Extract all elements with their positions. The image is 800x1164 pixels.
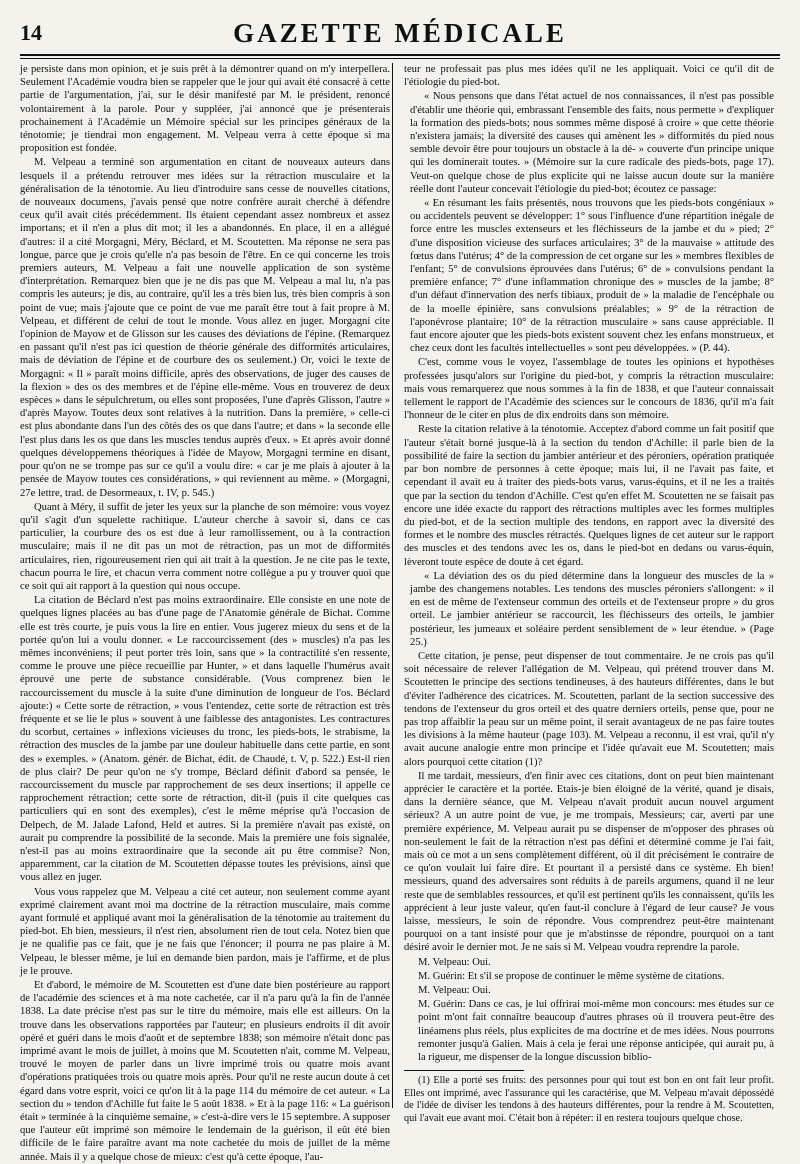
dialogue-line: M. Guérin: Dans ce cas, je lui offrirai moi-même mon concours: mes études sur ce point m'ont fait connaître beaucoup d'autres phrases où il trouvera peut-être des linéamens plus réels, plus explicites de ma doctrine et de mes idées. Nous pourrons remonter jusqu'à Galien. Mais à cela je ferai une réponse anticipée, qui aurait pu, à la rigueur, me dispenser de la longue discussion biblio- [418,999,774,1064]
paragraph: La citation de Béclard n'est pas moins extraordinaire. Elle consiste en une note de quelques lignes placées au bas d'une page de l'Anatomie générale de Bichat. Comme elle est très courte, je puis vous la lire en entier. Vous jugerez mieux du sens et de la portée qu'on lui a voulu donner. « Le raccourcissement (des » muscles) n'a pas les mêmes inconvéniens; il peut porter très loin, sans que » la contractilité s'en ressente, comme le prouve une pièce recueillie par Hunter, » et dans laquelle l'humérus avait éprouvé une perte de substance considérable. (Vous comprenez bien le raccourcissement du muscle à la suite d'une diminution de longueur de l'os. Béclard ajoute:) « Cette sorte de rétraction, » vous l'entendez, cette sorte de rétraction est très fréquente et se lie le plus » souvent à une faiblesse des antagonistes. Les contractures du scorbut, certaines » inflexions vicieuses du tronc, les pieds-bots, le strabisme, la rétraction des muscles de la jambe par une douleur habituelle dans cette partie, en sont des » exemples. » (Anatom. génér. de Bichat, édit. de Chaudé, t. V, p. 522.) Est-il rien de plus clair? De peur qu'on ne s'y trompe, Béclard définit d'abord sa pensée, le raccourcissement du muscle par rapprochement de ses deux insertions; il appelle ce rapprochement rétraction; cette sorte de rétraction, dit-il (puis il cite quelques cas particuliers qui en sont des exemples), c'est le même méprise qu'à l'occasion de Delpech, de M. Jalade Lafond, Held et autres. Si la première n'avait pas existé, on aurait pu comprendre la possibilité de la seconde. Mais la première une fois signalée, n'est-il pas au moins extraordinaire que la seconde ait pu être commise? Non, apparemment, car la citation de M. Scoutetten dépasse toutes les prévisions, ainsi que vous allez en juger. [20,595,390,884]
dialogue-line: M. Velpeau: Oui. [418,985,491,997]
paragraph: M. Velpeau a terminé son argumentation en citant de nouveaux auteurs dans lesquels il a prétendu retrouver mes idées sur la rétraction musculaire et la généralisation de la ténotomie. Au lieu d'introduire sans cesse de nouvelles citations, de nouveaux documens, j'avais pensé que notre confrère aurait cherché à défendre ceux qu'il avait cités précédemment. Ils étaient cependant assez nombreux et assez importans; et il n'en a plus dit mot; il les a abandonnés. En place, il en a allégué d'autres: il a cité Morgagni, Méry, Béclard, et M. Scoutetten. Ma réponse ne sera pas longue, parce que je crois qu'elle n'a pas besoin de l'être. En ce qui concerne les trois premiers auteurs, M. Velpeau a fait une nouvelle application de son système d'interprétation. Remarquez bien que je ne dis pas que M. Velpeau a mal lu, n'a pas compris les auteurs; je dis, au contraire, qu'il les a très bien lus, très bien compris à son point de vue; mais j'ajoute que ce point de vue me paraît être tout à fait propre à M. Velpeau, et différent de celui de tout le monde. Vous allez en juger. Morgagni cite l'opinion de Mayow et de Glisson sur les causes des déviations de l'épine. (Remarquez en passant qu'il n'est pas ici question de théorie générale des difformités articulaires, mais de déviation de l'épine et de courbure des os seulement.) Or, voici le texte de Morgagni: « Il » paraît moins difficile, après des observations, de juger des causes de la flexion » des os des membres et de l'épine elle-même. Vous en trouverez de deux espèces » dans le sépulchretum, ou elles sont proposées, l'une d'après Glisson, l'autre » d'après Mayow. Toutes deux sont relatives à la nutrition. Dans la première, » celle-ci est plus abondante dans l'un des côtés des os que dans l'autre; et dans » la seconde elle l'est plus dans les os que dans les muscles tendus auprès d'eux. » Et après avoir donné quelques développemens théoriques à l'idée de Mayow, Morgagni termine en disant, pour qu'on ne se trompe pas sur ce qu'il a voulu dire: « car je me plais à ajouter à la pensée de Mayow toutes ces considérations, » qui reviennent au même. » (Morgagni, 27e lettre, trad. de Desormeaux, t. IV, p. 545.) [20,157,390,499]
paragraph: Et d'abord, le mémoire de M. Scoutetten est d'une date bien postérieure au rapport de l'académie des sciences et à ma note cachetée, car il n'a paru qu'à la fin de l'année 1838. La date précise n'est pas sur le titre du mémoire, mais elle est ailleurs. On la trouve dans les observations rapportées par l'auteur; en plusieurs endroits il dit avoir opéré et guéri dans le mois d'août et de septembre 1838; son mémoire n'était donc pas imprimé avant le mois de juillet, à moins que M. Scoutetten n'ait, comme M. Velpeau, trouvé le moyen de parler dans un livre imprimé trois ou quatre mois avant d'opérations pratiquées trois ou quatre mois après. Pour qu'il ne reste aucun doute à cet égard dans votre esprit, voici ce qu'on lit à la page 114 du mémoire de cet auteur. « La section du » tendon d'Achille fut faite le 5 août 1838. » Et à la page 116: « La guérison était » terminée à la cinquième semaine, » c'est-à-dire vers le 15 septembre. A supposer que l'auteur eût imprimé son mémoire le lendemain de la guérison, il eût été bien difficile de le faire paraître avant ma note cachetée du mois de juillet de la même année. Mais il y a quelque chose de mieux: c'est qu'à cette époque, l'au- [20,980,390,1163]
masthead-title: GAZETTE MÉDICALE [233,18,567,48]
page-number: 14 [20,20,42,45]
paragraph: Vous vous rappelez que M. Velpeau a cité cet auteur, non seulement comme ayant exprimé clairement avant moi ma doctrine de la rétraction musculaire, mais comme ayant formulé et appliqué avant moi la généralisation de la ténotomie au traitement du pied-bot. Eh bien, messieurs, il n'est rien, absolument rien de tout cela. Notez bien que je ne qualifie pas ce fait, que je ne fais que l'énoncer; il pourra ne pas plaire à M. Velpeau, le blesser même, je lui en demande bien pardon, mais je l'affirme, et de plus je le prouve. [20,886,390,977]
paragraph: C'est, comme vous le voyez, l'assemblage de toutes les opinions et hypothèses professées jusqu'alors sur l'origine du pied-bot, y compris la rétraction musculaire: mais vous remarquerez que nous sommes à la fin de 1838, et que l'auteur connaissait tellement le rapport de l'Académie des sciences sur le concours de 1836, qu'il m'a fait l'honneur de le citer en plus de dix endroits dans son mémoire. [404,357,774,422]
paragraph: je persiste dans mon opinion, et je suis prêt à la démontrer quand on m'y interpellera. Seulement l'Académie voudra bien se rappeler que le jour qui avait été consacré à cette partie de l'argumentation, j'ai, sur le désir manifesté par M. le président, renoncé volontairement à la parole. Pour y suppléer, j'ai annoncé que je présenterais prochainement à l'Académie un Mémoire spécial sur les principes généraux de la ténotomie; je tiendrai mon engagement. M. Velpeau verra à cette époque si ma proposition est fondée. [20,64,390,155]
dialogue-line: M. Velpeau: Oui. [418,956,491,968]
header-rule [20,54,780,56]
left-column [20,63,390,1163]
right-column [404,63,774,1125]
paragraph: teur ne professait pas plus mes idées qu'il ne les appliquait. Voici ce qu'il dit de l'étiologie du pied-bot. [404,64,774,89]
paragraph: Reste la citation relative à la ténotomie. Acceptez d'abord comme un fait positif que l'auteur s'était borné jusque-là à la section du tendon d'Achille: il parle bien de la possibilité de faire la section du jambier antérieur et des péroniers, opération pratiquée par bon nombre de personnes à cette époque; mais lui, il ne l'avait pas faite, et cependant il avait eu à traiter des pieds-bots varus, varus-équins, et il ne les a traités que par la section du tendon d'Achille. C'est qu'en effet M. Scoutetten ne se faisait pas encore une idée exacte du rapport des rétractions multiples avec les formes multiples du pied-bot, et de la section multiple des tendons, en rapport avec la diversité des formes et le nombre des muscles rétractés. Quelques lignes de cet auteur sur le rapport des muscles et des tendons avec les os, dans le pied-bot en dedans ou varus-équin, lèveront toute espèce de doute à cet égard. [404,424,774,568]
header-rule-thin [20,58,780,59]
paragraph: Il me tardait, messieurs, d'en finir avec ces citations, dont on peut bien maintenant apprécier le caractère et la portée. Etais-je bien éloigné de la vérité, quand je disais, dans la dernière séance, que M. Velpeau n'avait produit aucun nouvel argument sérieux? A un autre point de vue, je me trompais, Messieurs; car, averti par une première expérience, M. Velpeau aurait pu se dispenser de m'opposer des phrases où non-seulement le fait de la rétraction n'est pas défini et déterminé comme je l'ai fait, mais où ce mot a un sens complètement différent, où il dit précisément le contraire de ce qu'on voulait lui faire dire. Et pourtant il a persisté dans ce système. Eh bien! messieurs, quand des adversaires sont réduits à de pareils argumens, quand il ne leur reste que de semblables ressources, et qu'il est pertinent qu'ils les connaissent, qu'ils les apprécient à leur juste valeur, qu'en faut-il conclure à l'égard de leur cause? Je vous laisse, messieurs, le soin de répondre. Vous comprendrez peut-être maintenant pourquoi on a tant insisté pour que je m'abstinsse de répondre, pourquoi on a tant désiré avoir le dernier mot. Je ne sais si M. Velpeau voudra reprendre la parole. [404,770,774,954]
quotation: « Nous pensons que dans l'état actuel de nos connaissances, il n'est pas possible d'établir une théorie qui, embrassant l'ensemble des faits, nous permette » d'expliquer la formation des pieds-bots; nous sommes même disposé à croire » que cette théorie n'existera jamais; la diversité des causes qui amènent les » difformités du pied nous semble devoir être pour toujours un obstacle à la dé- » couverte d'un principe unique qui les dominerait toutes. » (Mémoire sur la cure radicale des pieds-bots, page 17). Veut-on quelque chose de plus explicite qui ne laisse aucun doute sur la manière réelle dont l'auteur concevait l'étiologie du pied-bot; écoutez ce passage: [410,91,774,195]
paragraph: Quant à Méry, il suffit de jeter les yeux sur la planche de son mémoire: vous voyez qu'il s'agit d'un squelette rachitique. L'auteur cherche à savoir si, dans ce cas particulier, la courbure des os est due à leur ramollissement, ou à la contraction musculaire; mais il ne dit pas un mot de rétraction, pas un mot de difformités articulaires, rien, rigoureusement rien qui ait trait à la question. Je ne cite pas le texte, chacun pourra le lire, et chacun verra comment notre collègue a pu y trouver quoi que ce soit qui ait rapport à la question qui nous occupe. [20,501,390,592]
column-divider [392,63,393,1108]
page-header [20,18,780,54]
footnote-rule [404,1070,524,1071]
paragraph: Cette citation, je pense, peut dispenser de tout commentaire. Je ne crois pas qu'il soit nécessaire de relever l'allégation de M. Velpeau, qui prétend trouver dans M. Scoutetten le principe des sections tendineuses, à des hauteurs différentes, dans le but d'éviter l'adhérence des cicatrices. M. Scoutetten, parlant de la section successive des tendons de l'extenseur du gros orteil et des quatre derniers orteils, pense que, pour ne pas trop affaiblir la peau sur un même point, il serait avantageux de ne pas faire toutes les divisions à la même hauteur (page 103). M. Velpeau a reconnu, il est vrai, qu'il n'y avait aucune analogie entre mon principe et l'idée qu'avait eue M. Scoutetten; mais alors pourquoi cette citation (1)? [404,650,774,768]
quotation: « En résumant les faits présentés, nous trouvons que les pieds-bots congéniaux » ou accidentels peuvent se développer: 1° sous l'influence d'une répartition inégale de force entre les muscles extenseurs et les fléchisseurs de la jambe et du » pied; 2° d'une disposition vicieuse des surfaces articulaires; 3° de la mauvaise » attitude des fœtus dans l'utérus; 4° de la compression de cet organe sur les » membres flexibles de l'enfant; 5° de convulsions éprouvées dans l'utérus; 6° de » convulsions pendant la première enfance; 7° d'une inflammation chronique des » muscles de la jambe; 8° d'un défaut d'innervation des nerfs tibiaux, produit de » la maladie de l'encéphale ou de la moelle épinière, sans convulsions préalables; » 9° de la rétraction de l'aponévrose plantaire; 10° de la rétraction musculaire » sans cause appréciable. Il faut encore ajouter que les pieds-bots existent souvent chez les enfans monstrueux, et chez ceux dont les facultés intellectuelles » sont peu développées. » (P. 44). [410,198,774,355]
quotation: « La déviation des os du pied détermine dans la longueur des muscles de la » jambe des changemens notables. Les tendons des muscles péroniers s'allongent: » il en est de même de l'extenseur commun des orteils et de l'extenseur propre » du gros orteil. Le jambier antérieur se raccourcit, les fléchisseurs des orteils, le jambier postérieur, les jumeaux et soléaire perdent sensiblement de » leur étendue. » (Page 25.) [410,570,774,648]
dialogue-line: M. Guérin: Et s'il se propose de continuer le même système de citations. [418,970,725,982]
footnote: (1) Elle a porté ses fruits: des personnes pour qui tout est bon en ont fait leur profit. Elles ont imprimé, avec l'assurance qui les caractérise, que M. Velpeau m'avait dépossédé de l'idée de diviser les tendons à des hauteurs différentes, pour la rendre à M. Scoutetten, qui l'avait eue avant moi. C'était bon à répéter: il en restera toujours quelque chose. [404,1075,774,1125]
